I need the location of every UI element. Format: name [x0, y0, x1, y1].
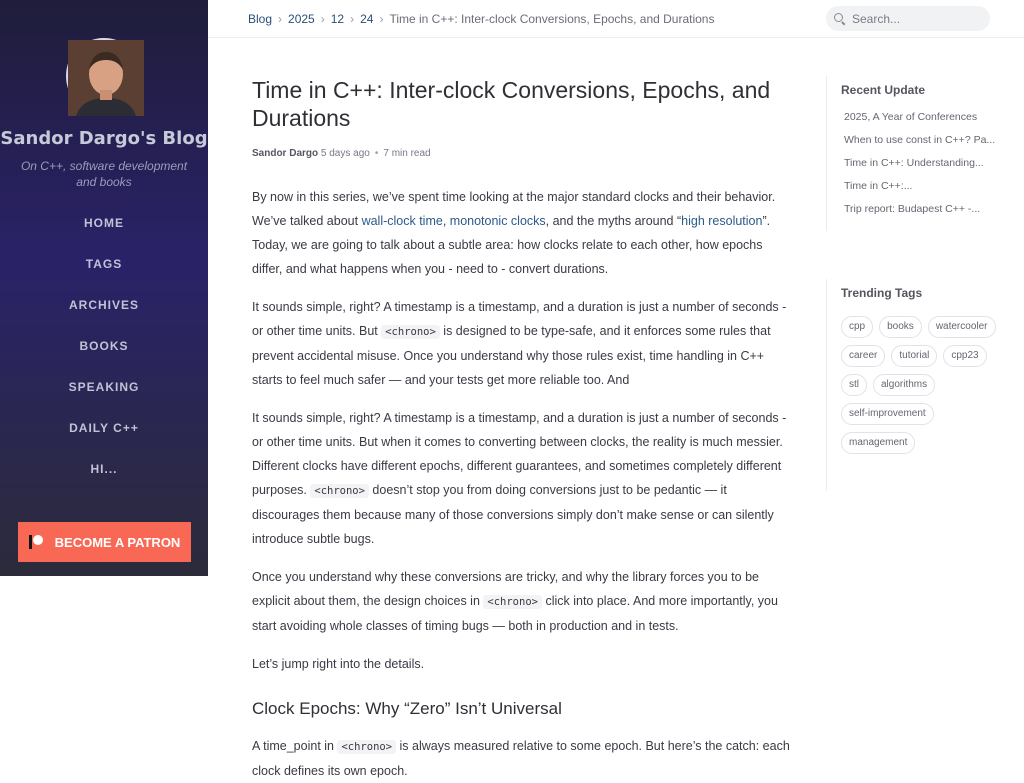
- site-subtitle: On C++, software development and books: [20, 159, 188, 189]
- breadcrumb-separator: ›: [320, 12, 325, 26]
- post-read-time: 7 min read: [383, 148, 431, 159]
- post-content: [252, 76, 792, 783]
- breadcrumb-day[interactable]: 24: [360, 12, 374, 26]
- become-patron-button[interactable]: [18, 522, 191, 562]
- paragraph: [252, 734, 792, 783]
- nav-item-hi[interactable]: HI...: [90, 462, 118, 476]
- paragraph-text: is always measured relative to some epoch. But here’s the catch: each clock defines its own epoch.: [252, 739, 790, 778]
- sidebar-nav: [0, 208, 208, 495]
- breadcrumb-year[interactable]: 2025: [288, 12, 315, 26]
- breadcrumb: [248, 12, 714, 26]
- paragraph-text: , and the myths around “: [545, 214, 682, 228]
- recent-item[interactable]: When to use const in C++? Pa...: [844, 134, 996, 146]
- recent-item[interactable]: Trip report: Budapest C++ -...: [844, 203, 981, 215]
- tag-stl[interactable]: stl: [841, 374, 867, 396]
- inline-code: <chrono>: [381, 325, 440, 339]
- avatar-portrait-icon: [68, 40, 144, 116]
- link-monotonic-clocks[interactable]: monotonic clocks: [449, 214, 546, 228]
- breadcrumb-current: Time in C++: Inter-clock Conversions, Epochs, and Durations: [389, 12, 715, 26]
- tag-tutorial[interactable]: tutorial: [891, 345, 937, 367]
- post-title: Time in C++: Inter-clock Conversions, Epochs, and Durations: [252, 77, 771, 131]
- recent-heading: Recent Update: [841, 83, 926, 97]
- paragraph-text: A time_point in: [252, 739, 338, 753]
- avatar[interactable]: [66, 38, 142, 114]
- tag-list: [841, 316, 1001, 454]
- paragraph-text: is designed to be type-safe, and it enforces some rules that prevent accidental misuse. Once you understand why those rules exist, time handling in C++ starts to feel much safer — and your tests get more reliable too. And: [252, 324, 771, 387]
- post-author[interactable]: Sandor Dargo: [252, 148, 319, 159]
- right-panel: [826, 76, 1024, 491]
- paragraph: [252, 185, 792, 281]
- tag-watercooler[interactable]: watercooler: [928, 316, 996, 338]
- paragraph: [252, 565, 792, 638]
- become-patron-label: BECOME A PATRON: [54, 534, 181, 550]
- paragraph-text: click into place. And more importantly, you start avoiding whole classes of timing bugs — both in production and in tests.: [252, 594, 778, 633]
- post-meta: [252, 148, 792, 159]
- recent-list: [841, 111, 1024, 226]
- sidebar: [0, 0, 208, 576]
- nav-item-books[interactable]: BOOKS: [79, 339, 129, 353]
- breadcrumb-blog[interactable]: Blog: [248, 12, 273, 26]
- breadcrumb-separator: ›: [350, 12, 355, 26]
- paragraph-text: It sounds simple, right? A timestamp is a timestamp, and a duration is just a number of seconds - or other time units. But: [252, 300, 787, 338]
- paragraph: [252, 295, 792, 392]
- paragraph-text: By now in this series, we’ve spent time looking at the major standard clocks and their behavior. We’ve talked about: [252, 190, 776, 228]
- meta-separator: •: [374, 148, 379, 159]
- paragraph-text: ”. Today, we are going to talk about a subtle area: how clocks relate to each other, how epochs differ, and what happens when you - need to - convert durations.: [252, 214, 771, 276]
- recent-item[interactable]: 2025, A Year of Conferences: [844, 111, 978, 123]
- trending-tags: [826, 279, 1024, 491]
- search-box[interactable]: [826, 6, 990, 31]
- nav-item-daily-cpp[interactable]: DAILY C++: [69, 421, 139, 435]
- paragraph: Let’s jump right into the details.: [252, 657, 425, 671]
- nav-item-speaking[interactable]: SPEAKING: [68, 380, 140, 394]
- inline-code: <chrono>: [310, 484, 369, 498]
- tag-career[interactable]: career: [841, 345, 885, 367]
- search-icon: [834, 13, 846, 25]
- breadcrumb-separator: ›: [379, 12, 384, 26]
- recent-updates: [826, 76, 1024, 231]
- search-input[interactable]: [852, 12, 982, 26]
- tag-cpp[interactable]: cpp: [841, 316, 873, 338]
- tag-books[interactable]: books: [879, 316, 922, 338]
- topbar: [208, 0, 1024, 38]
- nav-item-archives[interactable]: ARCHIVES: [68, 298, 139, 312]
- site-title[interactable]: Sandor Dargo's Blog: [0, 128, 208, 149]
- paragraph-text: ,: [442, 214, 450, 228]
- link-wall-clock-time[interactable]: wall-clock time: [361, 214, 443, 228]
- recent-item[interactable]: Time in C++:...: [844, 180, 913, 192]
- section-heading: Clock Epochs: Why “Zero” Isn’t Universal: [252, 699, 562, 718]
- recent-item[interactable]: Time in C++: Understanding...: [844, 157, 984, 169]
- tag-management[interactable]: management: [841, 432, 915, 454]
- inline-code: <chrono>: [337, 740, 396, 754]
- breadcrumb-month[interactable]: 12: [330, 12, 345, 26]
- nav-item-tags[interactable]: TAGS: [85, 257, 123, 271]
- post-date: 5 days ago: [320, 148, 370, 159]
- inline-code: <chrono>: [483, 595, 542, 609]
- paragraph-text: doesn’t stop you from doing conversions just to be pedantic — it discourages them because many of those conversions simply don’t make sense or can silently introduce subtle bugs.: [252, 483, 774, 546]
- tag-cpp23[interactable]: cpp23: [943, 345, 986, 367]
- breadcrumb-separator: ›: [278, 12, 283, 26]
- nav-item-home[interactable]: HOME: [84, 216, 124, 230]
- link-high-resolution[interactable]: high resolution: [681, 214, 763, 228]
- tags-heading: Trending Tags: [841, 286, 923, 300]
- paragraph-text: Once you understand why these conversions are tricky, and why the library forces you to be explicit about them, the design choices in: [252, 570, 759, 608]
- paragraph: [252, 406, 792, 551]
- tag-self-improvement[interactable]: self-improvement: [841, 403, 934, 425]
- paragraph-text: It sounds simple, right? A timestamp is a timestamp, and a duration is just a number of seconds - or other time units. But when it comes to converting between clocks, the reality is much messier. Different clocks have different epochs, different guarantees, and sometimes completely different purposes.: [252, 411, 787, 497]
- tag-algorithms[interactable]: algorithms: [873, 374, 935, 396]
- patreon-icon: [29, 535, 45, 549]
